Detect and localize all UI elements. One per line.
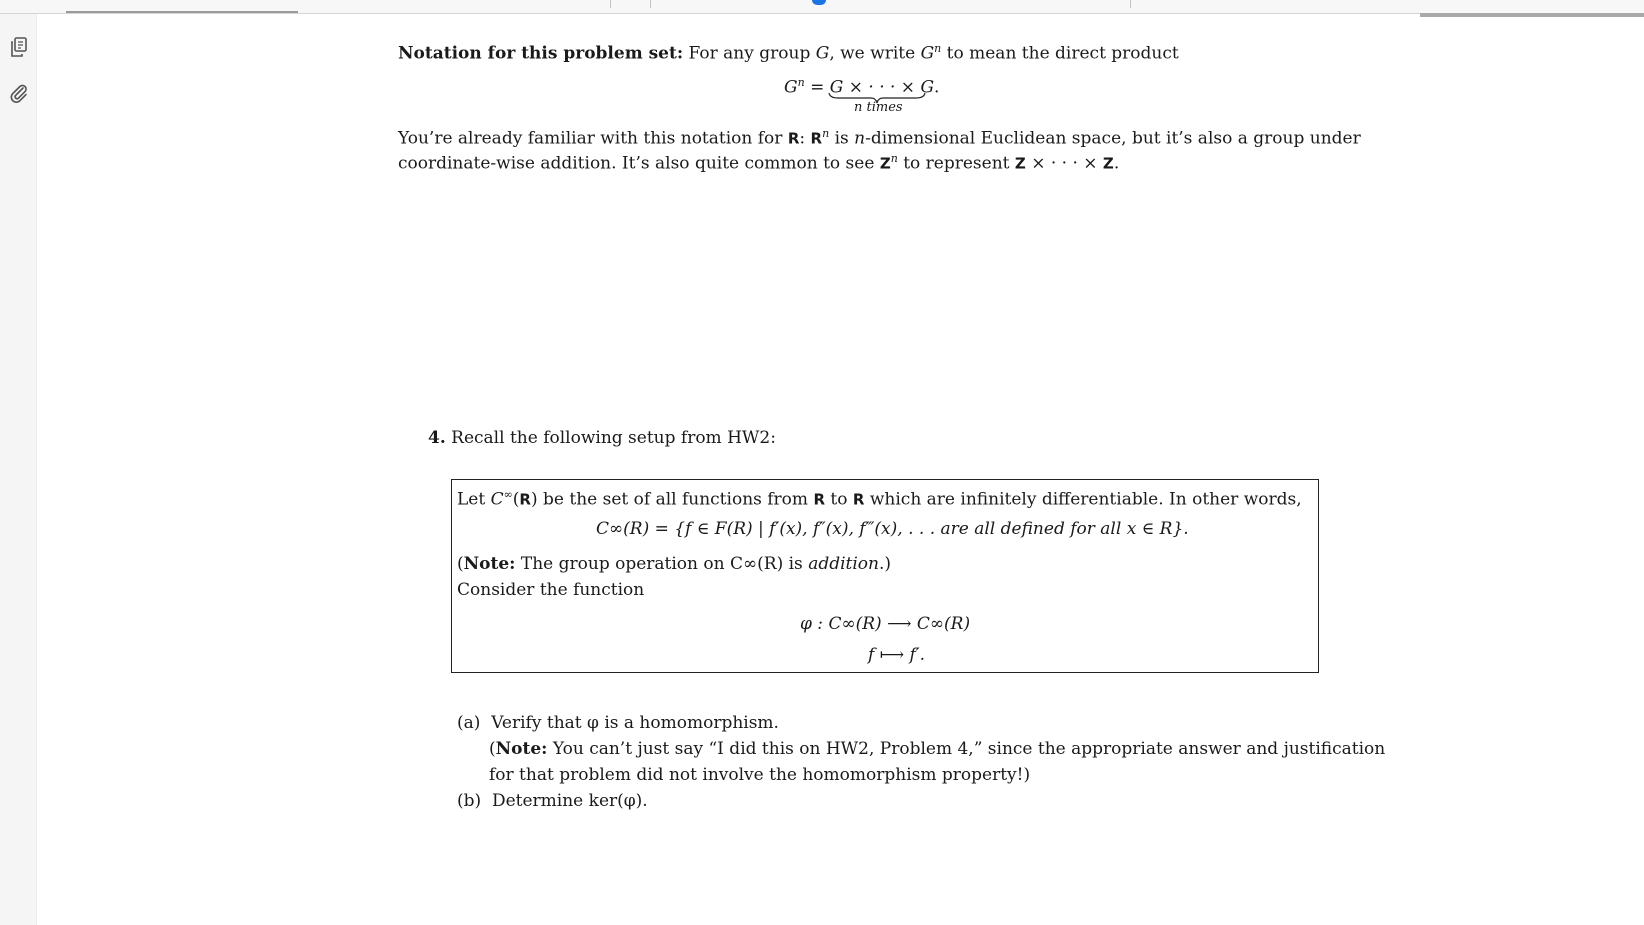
underbrace-label [854,100,903,116]
text-span: is [829,128,855,149]
math-symbol: n [854,128,866,149]
math-set-definition: C∞(R) = {f ∈ F(R) | f′(x), f″(x), f‴(x), . . . are all defined for all x ∈ R}. [596,519,1189,539]
text-span: to [825,489,853,510]
text-span: Let [457,489,491,510]
problem-4-heading [428,425,776,451]
box-consider-line [457,577,644,603]
integers-symbol: Z [1014,154,1026,173]
text-span: coordinate-wise addition. It’s also quite common to see [398,153,880,174]
part-a-note-line2 [489,762,1030,788]
text-span: The group operation on C∞(R) is [515,554,809,574]
part-text: Verify that φ is a homomorphism. [491,713,779,733]
paperclip-icon[interactable] [6,80,32,106]
text-span: You can’t just say “I did this on HW2, Problem 4,” since the appropriate answer and justification [547,739,1386,759]
notation-paragraph-line2 [398,146,1119,177]
map-definition-line1 [800,611,970,637]
reals-symbol: R [852,490,865,509]
document-page [36,14,1644,925]
text-span: × · · · × [1025,153,1103,174]
notation-heading: Notation for this problem set: [398,43,684,64]
copy-pages-icon[interactable] [6,34,32,60]
reals-symbol: R [810,129,823,148]
math-punctuation: . [934,77,940,98]
part-label: (a) [457,713,481,733]
reals-symbol: R [813,490,826,509]
problem-intro: Recall the following setup from HW2: [451,428,776,448]
part-a-note-line1 [489,736,1385,762]
text-span: to represent [897,153,1015,174]
box-line-1 [457,482,1302,513]
map-definition-line2 [868,642,925,668]
integers-symbol: Z [1102,154,1114,173]
text-span: For any group [688,43,816,64]
problem-number: 4. [428,428,446,448]
reals-symbol: R [787,129,800,148]
math-superscript: n [934,42,942,55]
top-toolbar [0,0,1644,14]
text-span: ( [512,489,520,510]
text-span: Consider the function [457,580,645,600]
math-superscript: n [890,152,898,165]
math-superscript: ∞ [503,488,513,501]
text-span: to mean the direct product [941,43,1179,64]
integers-symbol: Z [879,154,891,173]
text-span: .) [878,554,892,574]
math-symbol: G [784,77,798,98]
math-operator: = [804,77,830,98]
toolbar-separator [650,0,651,8]
math-map: φ : C∞(R) ⟶ C∞(R) [800,614,971,634]
part-text: Determine ker(φ). [491,791,648,811]
notation-line [398,36,1179,67]
math-symbol: G [815,43,830,64]
text-span: . [1113,153,1120,174]
text-span: ) be the set of all functions from [530,489,814,510]
text-span: , we write [829,43,921,64]
text-span: You’re already familiar with this notation for [398,128,788,149]
math-superscript: n [797,76,805,89]
toolbar-separator [610,0,611,8]
text-span: : [799,128,811,149]
note-label: Note: [495,739,548,759]
text-span: which are infinitely differentiable. In other words, [864,489,1302,510]
box-note-line [457,551,891,577]
underbrace-text: n times [854,100,903,115]
left-sidebar [0,14,37,925]
math-symbol: G [920,43,935,64]
part-a [457,710,779,736]
toolbar-separator [1130,0,1131,8]
note-label: Note: [463,554,516,574]
reals-symbol: R [519,490,531,509]
math-product: G × · · · × G [829,77,935,98]
part-b [457,788,648,814]
text-span: for that problem did not involve the homomorphism property!) [489,765,1031,785]
emphasized-text: addition [808,554,879,574]
math-symbol: C [490,489,504,510]
math-map: f ⟼ f′. [868,645,926,665]
set-definition-equation [596,516,1189,542]
text-span: ( [457,554,464,574]
text-span: -dimensional Euclidean space, but it’s also a group under [865,128,1361,149]
profile-indicator-icon[interactable] [812,0,826,5]
part-label: (b) [457,791,482,811]
text-span: ( [489,739,496,759]
math-superscript: n [822,127,830,140]
active-tab-indicator [66,11,298,13]
